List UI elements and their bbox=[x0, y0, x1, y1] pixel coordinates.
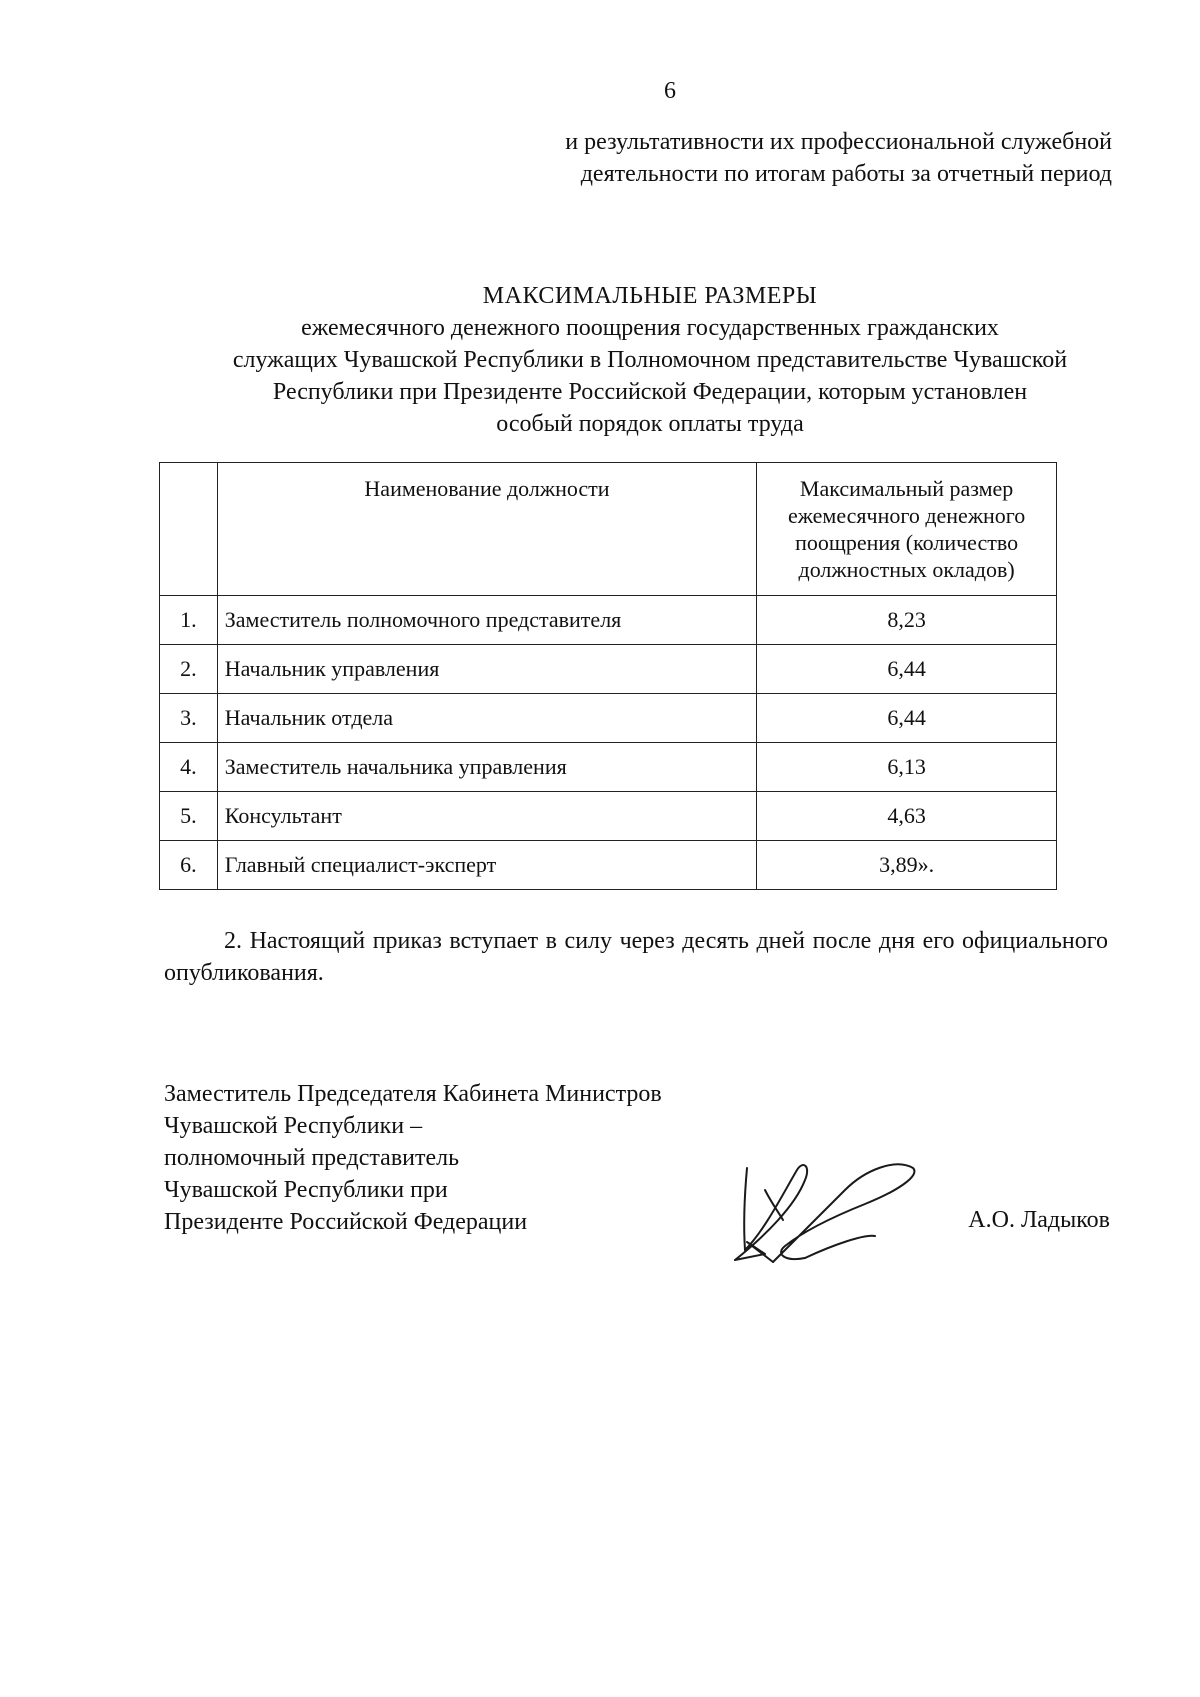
title-line: ежемесячного денежного поощрения государственных гражданских bbox=[301, 315, 999, 341]
header-position-name: Наименование должности bbox=[217, 463, 756, 596]
header-max-size bbox=[757, 463, 1057, 596]
row-value: 8,23 bbox=[757, 596, 1057, 645]
effective-date-paragraph: 2. Настоящий приказ вступает в силу через десять дней после дня его официального опубликования. bbox=[164, 928, 1108, 986]
row-num: 1. bbox=[160, 596, 218, 645]
row-num: 6. bbox=[160, 841, 218, 890]
row-value: 4,63 bbox=[757, 792, 1057, 841]
signatory-position-line: полномочный представитель bbox=[164, 1145, 460, 1171]
row-position-name: Начальник отдела bbox=[217, 694, 756, 743]
signatory-position bbox=[164, 1078, 764, 1238]
table-row bbox=[160, 792, 1057, 841]
header-value-line: Максимальный размер bbox=[799, 476, 1014, 501]
header-value-line: поощрения (количество bbox=[795, 530, 1019, 555]
row-position-name: Заместитель полномочного представителя bbox=[217, 596, 756, 645]
signatory-position-line: Президенте Российской Федерации bbox=[164, 1209, 528, 1235]
title-line: служащих Чувашской Республики в Полномочном представительстве Чувашской bbox=[232, 347, 1068, 373]
signatory-position-line: Заместитель Председателя Кабинета Министров bbox=[164, 1081, 662, 1107]
header-line: и результативности их профессиональной служебной bbox=[565, 129, 1112, 155]
row-num: 2. bbox=[160, 645, 218, 694]
title-main: МАКСИМАЛЬНЫЕ РАЗМЕРЫ bbox=[482, 283, 818, 309]
table-row bbox=[160, 645, 1057, 694]
header-value-line: ежемесячного денежного bbox=[787, 503, 1026, 528]
table-row bbox=[160, 694, 1057, 743]
table-row bbox=[160, 841, 1057, 890]
header-value-line: должностных окладов) bbox=[798, 557, 1015, 582]
title-line: особый порядок оплаты труда bbox=[496, 411, 804, 437]
row-value: 6,13 bbox=[757, 743, 1057, 792]
row-position-name: Главный специалист-эксперт bbox=[217, 841, 756, 890]
row-num: 4. bbox=[160, 743, 218, 792]
signatory-position-line: Чувашской Республики при bbox=[164, 1177, 448, 1203]
table-row bbox=[160, 596, 1057, 645]
salary-table bbox=[159, 462, 1057, 890]
table-header-row bbox=[160, 463, 1057, 596]
header-line: деятельности по итогам работы за отчетный период bbox=[580, 161, 1112, 187]
row-value: 6,44 bbox=[757, 645, 1057, 694]
title-line: Республики при Президенте Российской Федерации, которым установлен bbox=[272, 379, 1028, 405]
row-position-name: Заместитель начальника управления bbox=[217, 743, 756, 792]
handwritten-signature bbox=[725, 1150, 925, 1270]
row-position-name: Начальник управления bbox=[217, 645, 756, 694]
row-position-name: Консультант bbox=[217, 792, 756, 841]
signatory-position-line: Чувашской Республики – bbox=[164, 1113, 423, 1139]
signatory-name: А.О. Ладыков bbox=[968, 1207, 1110, 1233]
table-row bbox=[160, 743, 1057, 792]
page-number: 6 bbox=[664, 78, 676, 104]
document-title bbox=[170, 280, 1130, 440]
header-continuation bbox=[472, 126, 1112, 190]
row-value: 6,44 bbox=[757, 694, 1057, 743]
row-value: 3,89». bbox=[757, 841, 1057, 890]
row-num: 5. bbox=[160, 792, 218, 841]
row-num: 3. bbox=[160, 694, 218, 743]
header-num bbox=[160, 463, 218, 596]
